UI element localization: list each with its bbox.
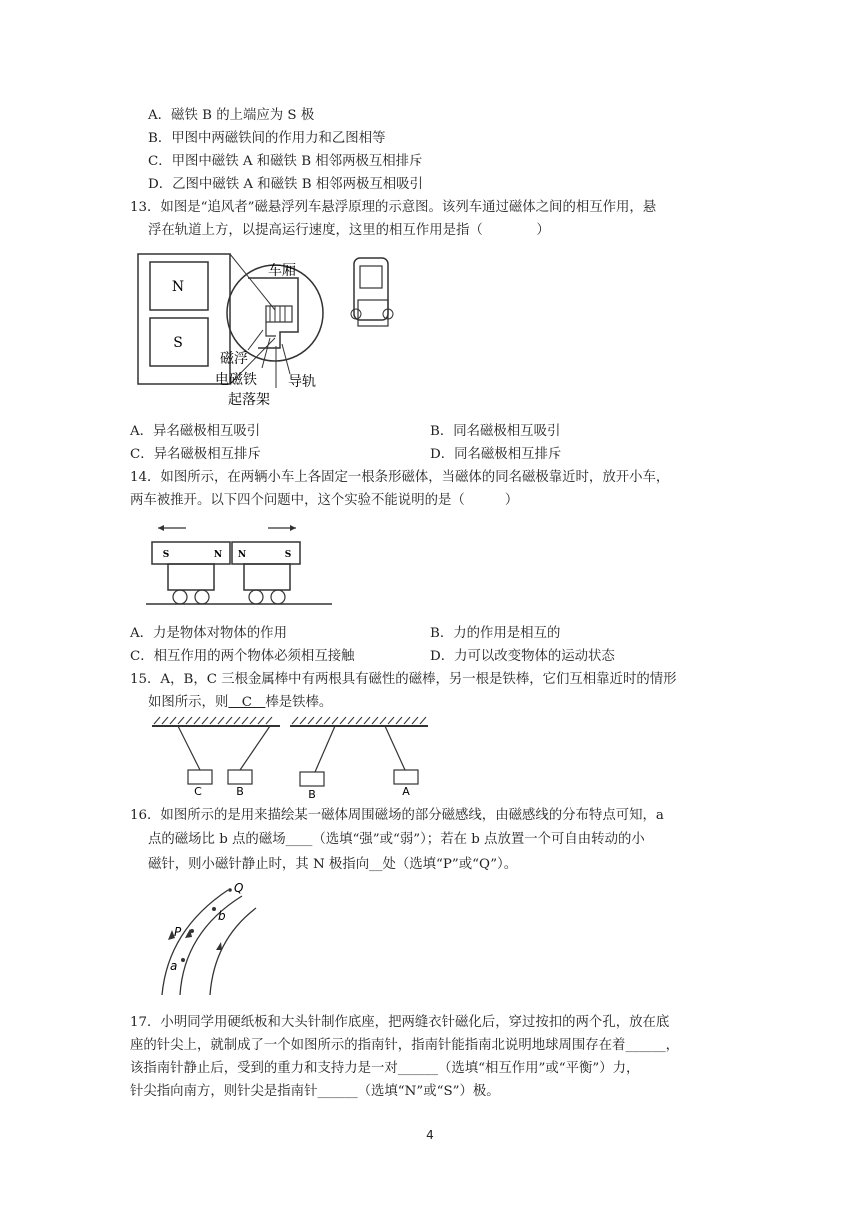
q17-stem-line2: 座的针尖上，就制成了一个如图所示的指南针，指南针能指南北说明地球周围存在着______， — [130, 1038, 680, 1053]
rod-b2-label: B — [308, 788, 316, 800]
q12-option-a: A．磁铁 B 的上端应为 S 极 — [148, 108, 315, 123]
q13-option-a: A．异名磁极相互吸引 — [130, 424, 261, 439]
q15-stem-line1: 15．A，B，C 三根金属棒中有两根具有磁性的磁棒，另一根是铁棒，它们互相靠近时的情形 — [130, 672, 677, 687]
q14-stem-line2: 两车被推开。以下四个问题中，这个实验不能说明的是（ ） — [130, 493, 519, 508]
maglev-figure — [130, 248, 410, 408]
q13-option-d: D．同名磁极相互排斥 — [430, 447, 562, 462]
electromagnet-label: 电磁铁 — [215, 372, 257, 388]
left-magnet-n: N — [213, 550, 223, 560]
right-magnet-s: S — [284, 550, 292, 560]
point-b-label: b — [218, 909, 226, 923]
n-pole-label: N — [171, 279, 185, 295]
q12-option-b: B．甲图中两磁铁间的作用力和乙图相等 — [148, 131, 386, 146]
maglev-label: 磁浮 — [220, 351, 248, 367]
right-magnet-n: N — [237, 550, 247, 560]
rod-a-label: A — [402, 785, 410, 798]
q15-text-pre: 如图所示，则 — [148, 695, 229, 710]
car-label: 车厢 — [268, 263, 296, 279]
rod-c-label: C — [194, 785, 202, 798]
q14-option-d: D．力可以改变物体的运动状态 — [430, 649, 615, 664]
left-magnet-s: S — [162, 550, 170, 560]
q13-option-c: C．异名磁极相互排斥 — [130, 447, 261, 462]
rail-label: 导轨 — [288, 374, 316, 390]
rod-b-label: B — [236, 785, 244, 798]
landing-gear-label: 起落架 — [228, 392, 270, 408]
q14-option-b: B．力的作用是相互的 — [430, 626, 561, 641]
q17-stem-line4: 针尖指向南方，则针尖是指南针______（选填“N”或“S”）极。 — [130, 1084, 500, 1099]
q12-option-c: C．甲图中磁铁 A 和磁铁 B 相邻两极互相排斥 — [148, 154, 423, 169]
q15-text-post: 棒是铁棒。 — [265, 695, 333, 710]
q14-option-c: C．相互作用的两个物体必须相互接触 — [130, 649, 355, 664]
page-number: 4 — [426, 1128, 434, 1142]
q17-stem-line1: 17．小明同学用硬纸板和大头针制作底座，把两缝衣针磁化后，穿过按扣的两个孔，放在底 — [130, 1015, 670, 1030]
point-q-label: Q — [234, 881, 244, 895]
q13-stem-line2: 浮在轨道上方，以提高运行速度，这里的相互作用是指（ ） — [148, 223, 550, 238]
q12-option-d: D．乙图中磁铁 A 和磁铁 B 相邻两极互相吸引 — [148, 177, 423, 192]
hanging-rods-figure — [150, 714, 430, 800]
q14-option-a: A．力是物体对物体的作用 — [130, 626, 287, 641]
point-p-label: P — [174, 925, 182, 939]
carts-figure — [144, 522, 334, 608]
q16-stem-line3: 磁针，则小磁针静止时，其 N 极指向__处（选填“P”或“Q”）。 — [148, 857, 518, 872]
q14-stem-line1: 14．如图所示，在两辆小车上各固定一根条形磁体，当磁体的同名磁极靠近时，放开小车， — [130, 470, 670, 485]
point-a-label: a — [170, 959, 178, 973]
q15-answer: C — [228, 695, 266, 710]
q15-stem-line2 — [148, 693, 332, 713]
q16-stem-line2: 点的磁场比 b 点的磁场____（选填“强”或“弱”）；若在 b 点放置一个可自由转动的小 — [148, 832, 645, 847]
q16-stem-line1: 16．如图所示的是用来描绘某一磁体周围磁场的部分磁感线，由磁感线的分布特点可知，a — [130, 808, 664, 823]
s-pole-label: S — [173, 335, 183, 351]
q13-option-b: B．同名磁极相互吸引 — [430, 424, 561, 439]
q17-stem-line3: 该指南针静止后，受到的重力和支持力是一对______（选填“相互作用”或“平衡”）力， — [130, 1061, 640, 1076]
field-lines-figure — [158, 880, 268, 1000]
q13-stem-line1: 13．如图是“追风者”磁悬浮列车悬浮原理的示意图。该列车通过磁体之间的相互作用，悬 — [130, 200, 657, 215]
